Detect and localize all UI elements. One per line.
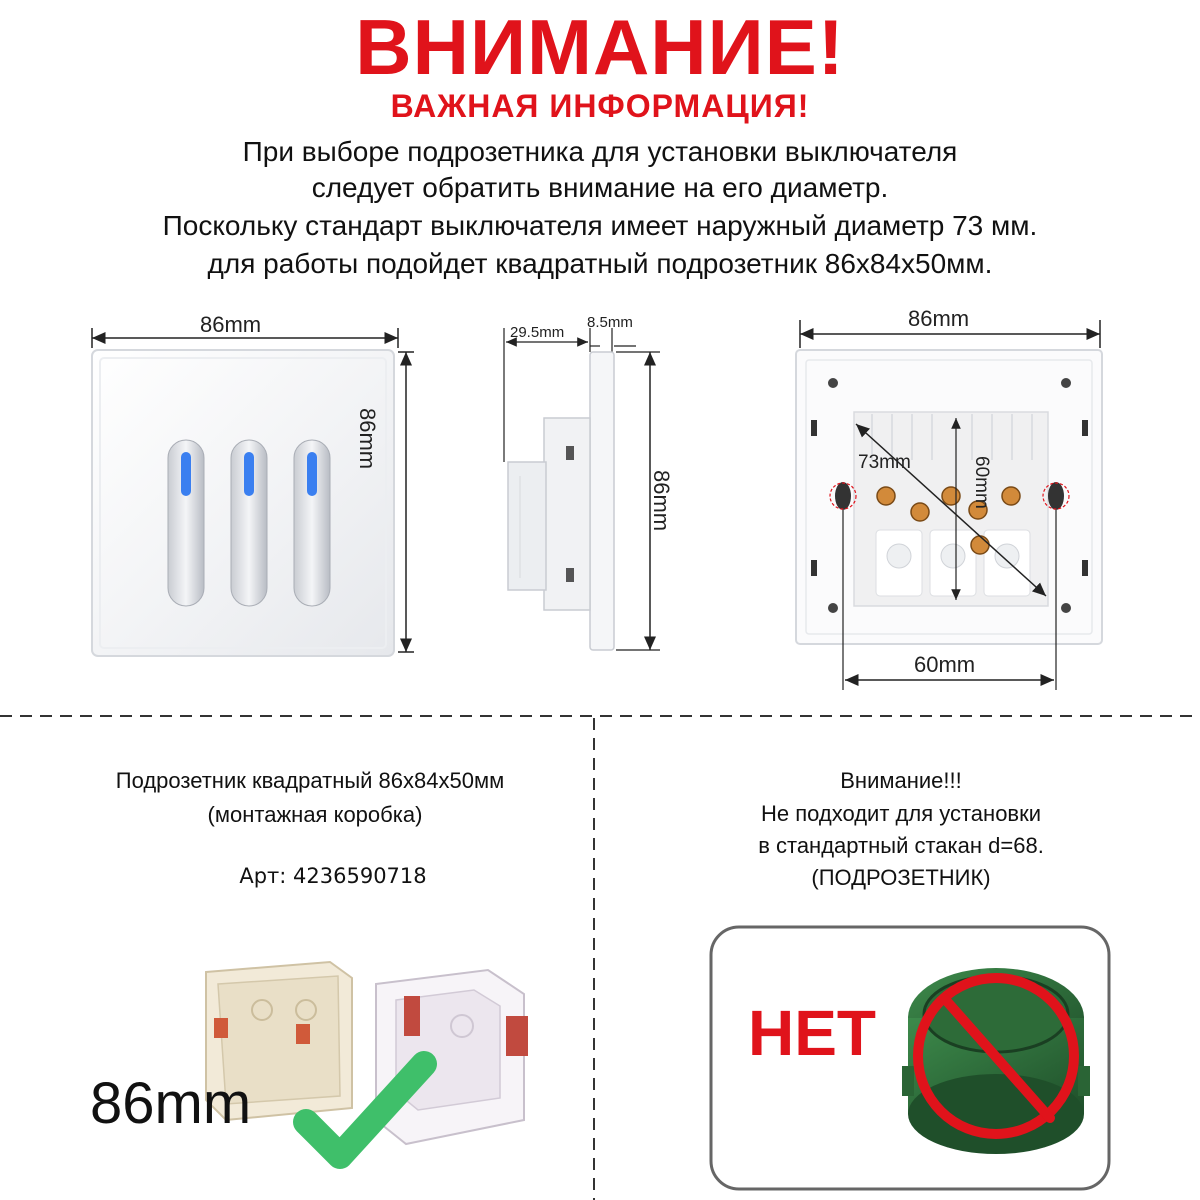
warning-note-title: Внимание!!! bbox=[840, 768, 962, 793]
info-line-4: для работы подойдет квадратный подрозетник 86х84х50мм. bbox=[207, 248, 993, 279]
side-view bbox=[504, 328, 660, 650]
back-width-label: 86mm bbox=[908, 306, 970, 331]
round-mounting-box bbox=[902, 968, 1090, 1154]
side-depth-label: 29.5mm bbox=[510, 324, 565, 341]
side-plate bbox=[590, 352, 614, 650]
box-description: Подрозетник квадратный 86х84х50мм bbox=[115, 768, 505, 793]
switch-key-3 bbox=[294, 440, 330, 606]
mount-hole-left bbox=[835, 482, 851, 510]
mount-distance-label: 60mm bbox=[914, 652, 976, 677]
led-indicator-icon bbox=[181, 452, 191, 496]
led-indicator-icon bbox=[244, 452, 254, 496]
warning-subtitle: ВАЖНАЯ ИНФОРМАЦИЯ! bbox=[390, 88, 810, 124]
square-mounting-boxes bbox=[206, 962, 528, 1156]
side-plate-label: 8.5mm bbox=[587, 314, 633, 331]
no-label: НЕТ bbox=[748, 997, 876, 1069]
box-size-label: 86mm bbox=[90, 1071, 252, 1136]
switch-key-2 bbox=[231, 440, 267, 606]
vertical-hole-label: 60mm bbox=[971, 456, 992, 509]
back-view bbox=[796, 320, 1102, 690]
info-line-1: При выборе подрозетника для установки выключателя bbox=[242, 136, 958, 167]
box-subdescription: (монтажная коробка) bbox=[207, 802, 423, 827]
article-number: Арт: 4236590718 bbox=[239, 864, 427, 888]
info-line-2: следует обратить внимание на его диаметр. bbox=[311, 172, 889, 203]
warning-note-line4: (ПОДРОЗЕТНИК) bbox=[811, 865, 991, 890]
diameter-label: 73mm bbox=[858, 452, 911, 473]
info-line-3: Поскольку стандарт выключателя имеет наружный диаметр 73 мм. bbox=[162, 210, 1038, 241]
front-width-label: 86mm bbox=[200, 312, 262, 337]
warning-note-line3: в стандартный стакан d=68. bbox=[758, 833, 1044, 858]
warning-title: ВНИМАНИЕ! bbox=[355, 3, 845, 91]
front-view bbox=[92, 328, 414, 656]
front-height-label: 86mm bbox=[355, 408, 380, 470]
warning-note-line2: Не подходит для установки bbox=[760, 801, 1042, 826]
led-indicator-icon bbox=[307, 452, 317, 496]
mount-hole-right bbox=[1048, 482, 1064, 510]
side-height-label: 86mm bbox=[649, 470, 674, 532]
switch-key-1 bbox=[168, 440, 204, 606]
